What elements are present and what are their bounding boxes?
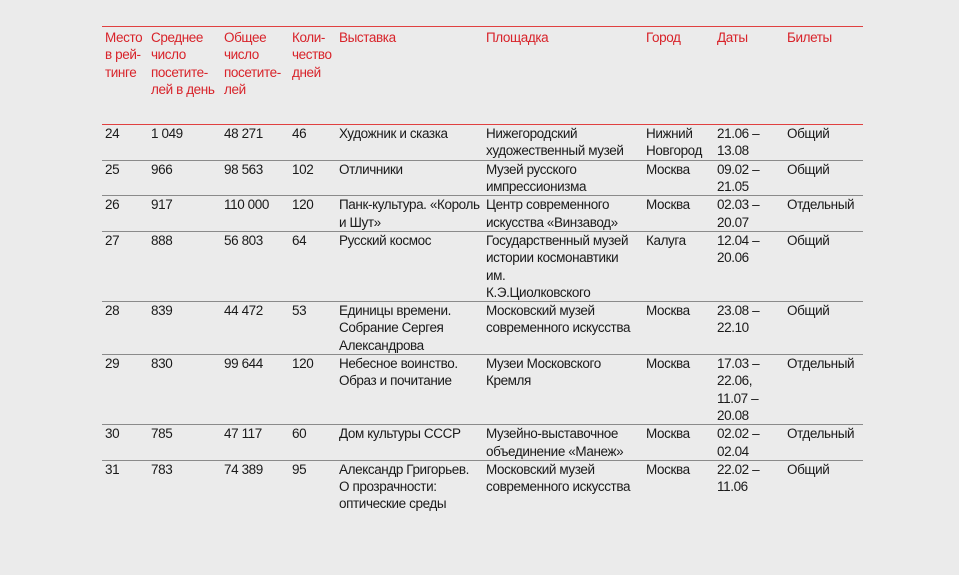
cell-avg-visitors: 1 049: [151, 126, 183, 142]
header-venue: Площадка: [486, 30, 549, 45]
cell-dates: 09.02 – 21.05: [717, 161, 760, 195]
cell-dates: 02.02 – 02.04: [717, 426, 760, 459]
cell-exhibition: Панк-культура. «Король и Шут»: [339, 197, 480, 230]
table-row: [102, 425, 863, 461]
cell-tickets: Общий: [787, 161, 830, 177]
cell-rank: 28: [105, 303, 120, 319]
cell-total-visitors: 48 271: [224, 126, 263, 142]
cell-city: Москва: [646, 356, 690, 372]
cell-tickets: Общий: [787, 303, 830, 319]
table-row: [102, 302, 863, 355]
cell-rank: 31: [105, 461, 120, 477]
cell-venue: Московский музей современного искусства: [486, 303, 631, 336]
cell-rank: 29: [105, 356, 120, 372]
cell-tickets: Общий: [787, 461, 830, 477]
cell-days: 60: [292, 426, 307, 442]
header-days: Коли- чество дней: [292, 30, 332, 80]
cell-dates: 21.06 – 13.08: [717, 126, 760, 159]
cell-city: Москва: [646, 197, 690, 213]
cell-total-visitors: 47 117: [224, 426, 262, 442]
cell-exhibition: Александр Григорьев. О прозрачности: оптические среды: [339, 461, 470, 512]
cell-tickets: Общий: [787, 126, 830, 142]
cell-rank: 27: [105, 232, 120, 248]
cell-exhibition: Художник и сказка: [339, 126, 448, 142]
cell-days: 120: [292, 356, 314, 372]
cell-city: Калуга: [646, 232, 686, 248]
table-row: [102, 196, 863, 232]
cell-dates: 23.08 – 22.10: [717, 303, 760, 336]
table-row: [102, 160, 863, 196]
cell-city: Москва: [646, 161, 690, 177]
cell-tickets: Отдельный: [787, 426, 855, 442]
cell-venue: Центр современного искусства «Винзавод»: [486, 197, 618, 230]
cell-rank: 26: [105, 197, 120, 213]
cell-dates: 12.04 – 20.06: [717, 232, 760, 266]
exhibitions-table: [102, 26, 863, 513]
cell-avg-visitors: 917: [151, 197, 173, 213]
cell-tickets: Общий: [787, 232, 830, 248]
cell-exhibition: Русский космос: [339, 232, 432, 248]
cell-days: 120: [292, 197, 314, 213]
cell-days: 64: [292, 232, 307, 248]
table-row: [102, 460, 863, 512]
cell-total-visitors: 74 389: [224, 461, 263, 477]
cell-avg-visitors: 830: [151, 356, 173, 372]
cell-venue: Государственный музей истории космонавтики им. К.Э.Циолковского: [486, 232, 629, 300]
cell-total-visitors: 44 472: [224, 303, 263, 319]
cell-total-visitors: 99 644: [224, 356, 263, 372]
cell-venue: Нижегородский художественный музей: [486, 126, 624, 159]
cell-city: Москва: [646, 461, 690, 477]
cell-rank: 30: [105, 426, 120, 442]
header-total-visitors: Общее число посетите- лей: [224, 30, 281, 97]
cell-dates: 17.03 – 22.06, 11.07 – 20.08: [717, 356, 760, 423]
header-avg-visitors: Среднее число посетите- лей в день: [151, 30, 215, 97]
cell-city: Москва: [646, 303, 690, 319]
cell-dates: 22.02 – 11.06: [717, 461, 760, 495]
cell-days: 95: [292, 461, 307, 477]
cell-venue: Музей русского импрессионизма: [486, 161, 587, 195]
cell-avg-visitors: 966: [151, 161, 173, 177]
cell-exhibition: Дом культуры СССР: [339, 426, 461, 442]
cell-tickets: Отдельный: [787, 356, 855, 372]
cell-city: Москва: [646, 426, 690, 442]
table-row: [102, 355, 863, 425]
cell-days: 53: [292, 303, 307, 319]
cell-venue: Музеи Московского Кремля: [486, 356, 601, 389]
header-rank: Место в рей- тинге: [105, 30, 143, 80]
cell-avg-visitors: 783: [151, 461, 173, 477]
header-exhibition: Выставка: [339, 30, 396, 45]
cell-city: Нижний Новгород: [646, 126, 702, 159]
cell-venue: Музейно-выставочное объединение «Манеж»: [486, 426, 624, 459]
cell-avg-visitors: 839: [151, 303, 173, 319]
table-row: [102, 125, 863, 161]
cell-avg-visitors: 785: [151, 426, 173, 442]
cell-exhibition: Отличники: [339, 161, 403, 177]
cell-days: 46: [292, 126, 307, 142]
cell-rank: 25: [105, 161, 120, 177]
cell-total-visitors: 110 000: [224, 197, 269, 213]
cell-exhibition: Единицы времени. Собрание Сергея Александрова: [339, 303, 451, 353]
cell-exhibition: Небесное воинство. Образ и почитание: [339, 356, 458, 389]
table-header: [102, 27, 863, 125]
cell-avg-visitors: 888: [151, 232, 173, 248]
cell-total-visitors: 98 563: [224, 161, 263, 177]
cell-venue: Московский музей современного искусства: [486, 461, 631, 495]
header-city: Город: [646, 30, 681, 45]
cell-dates: 02.03 – 20.07: [717, 197, 760, 230]
cell-total-visitors: 56 803: [224, 232, 263, 248]
table-row: [102, 231, 863, 301]
cell-tickets: Отдельный: [787, 197, 855, 213]
cell-days: 102: [292, 161, 314, 177]
table-body: [102, 125, 863, 513]
cell-rank: 24: [105, 126, 120, 142]
header-tickets: Билеты: [787, 30, 832, 45]
header-dates: Даты: [717, 30, 748, 45]
